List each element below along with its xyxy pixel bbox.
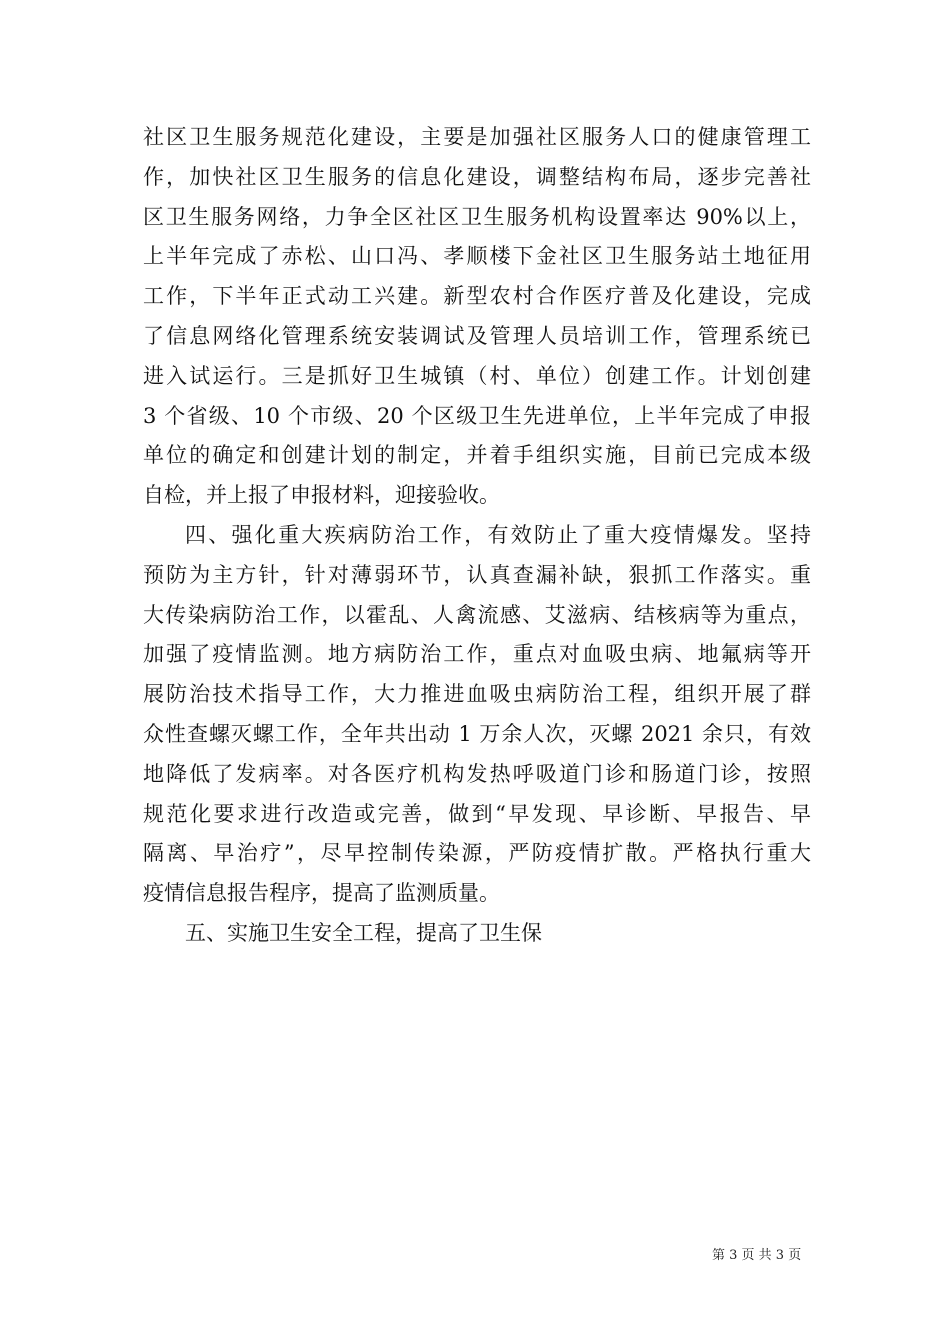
- text-line: 地降低了发病率。对各医疗机构发热呼吸道门诊和肠道门诊，按照: [143, 761, 811, 786]
- text-line: 区卫生服务网络，力争全区社区卫生服务机构设置率达 90%以上，: [143, 204, 811, 229]
- text-line: 自检，并上报了申报材料，迎接验收。: [143, 483, 500, 508]
- text-line: 了信息网络化管理系统安装调试及管理人员培训工作，管理系统已: [143, 323, 811, 348]
- text-line: 疫情信息报告程序，提高了监测质量。: [143, 881, 500, 906]
- text-line: 大传染病防治工作，以霍乱、人禽流感、艾滋病、结核病等为重点，: [143, 602, 811, 627]
- text-line: 众性查螺灭螺工作，全年共出动 1 万余人次，灭螺 2021 余只，有效: [143, 721, 811, 746]
- text-line: 单位的确定和创建计划的制定，并着手组织实施，目前已完成本级: [143, 443, 811, 468]
- text-line: 预防为主方针，针对薄弱环节，认真查漏补缺，狠抓工作落实。重: [143, 562, 811, 587]
- text-line: 展防治技术指导工作，大力推进血吸虫病防治工程，组织开展了群: [143, 682, 811, 707]
- paragraph-disease-prevention: [143, 516, 811, 914]
- text-line: 隔离、早治疗”，尽早控制传染源，严防疫情扩散。严格执行重大: [143, 841, 811, 866]
- paragraph-community-health: [143, 118, 811, 516]
- text-line: 作，加快社区卫生服务的信息化建设，调整结构布局，逐步完善社: [143, 164, 811, 189]
- text-line: 规范化要求进行改造或完善，做到“早发现、早诊断、早报告、早: [143, 801, 811, 826]
- page-number: 第 3 页 共 3 页: [712, 1248, 802, 1263]
- text-line: 四、强化重大疾病防治工作，有效防止了重大疫情爆发。坚持: [185, 522, 811, 547]
- text-line: 加强了疫情监测。地方病防治工作，重点对血吸虫病、地氟病等开: [143, 642, 811, 667]
- text-line: 上半年完成了赤松、山口冯、孝顺楼下金社区卫生服务站土地征用: [143, 244, 811, 269]
- paragraph-health-safety: [143, 914, 811, 954]
- document-body: [143, 118, 811, 954]
- text-line: 进入试运行。三是抓好卫生城镇（村、单位）创建工作。计划创建: [143, 363, 811, 388]
- text-line: 3 个省级、10 个市级、20 个区级卫生先进单位，上半年完成了申报: [143, 403, 811, 428]
- text-line: 社区卫生服务规范化建设，主要是加强社区服务人口的健康管理工: [143, 125, 811, 149]
- text-line: 五、实施卫生安全工程，提高了卫生保: [185, 920, 542, 945]
- text-line: 工作，下半年正式动工兴建。新型农村合作医疗普及化建设，完成: [143, 284, 811, 309]
